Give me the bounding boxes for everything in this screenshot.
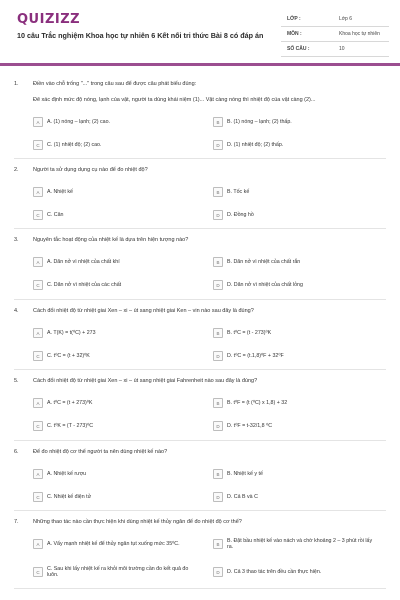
option-letter-box: B: [213, 117, 223, 127]
option-letter-box: A: [33, 257, 43, 267]
option-letter-box: A: [33, 187, 43, 197]
meta-row-count: [281, 42, 389, 57]
option-letter-box: C: [33, 210, 43, 220]
option-letter-box: D: [213, 492, 223, 502]
option-text: C. Cân: [47, 211, 64, 218]
option-letter-box: C: [33, 351, 43, 361]
option-a[interactable]: [33, 326, 193, 340]
header-divider: [0, 63, 400, 66]
option-b[interactable]: [213, 255, 373, 269]
option-letter-box: D: [213, 421, 223, 431]
meta-value: Lớp 6: [339, 16, 353, 22]
option-letter-box: B: [213, 328, 223, 338]
worksheet-meta: [281, 12, 389, 57]
option-letter-box: D: [213, 210, 223, 220]
option-c[interactable]: [33, 349, 193, 363]
question-divider: [14, 228, 386, 229]
question-number: 7.: [14, 519, 19, 525]
option-c[interactable]: [33, 208, 193, 222]
option-letter-box: D: [213, 351, 223, 361]
option-text: D. t⁰F = t-32/1,8 ⁰C: [227, 422, 273, 429]
option-text: C. Dãn nở vì nhiệt của các chất: [47, 281, 122, 288]
option-a[interactable]: [33, 467, 193, 481]
option-b[interactable]: [213, 467, 373, 481]
option-b[interactable]: [213, 396, 373, 410]
option-d[interactable]: [213, 490, 373, 504]
option-b[interactable]: [213, 115, 373, 129]
option-d[interactable]: [213, 208, 373, 222]
option-text: D. Dãn nở vì nhiệt của chất lỏng: [227, 281, 303, 288]
option-c[interactable]: [33, 490, 193, 504]
option-text: A. Nhiệt kế rượu: [47, 470, 87, 477]
option-b[interactable]: [213, 326, 373, 340]
meta-value: 10: [339, 46, 345, 52]
option-letter-box: A: [33, 539, 43, 549]
option-text: C. t⁰K = (T - 273)⁰C: [47, 422, 94, 429]
worksheet-header: [0, 0, 400, 62]
option-text: A. t⁰C = (t + 273)⁰K: [47, 399, 93, 406]
question-number: 3.: [14, 237, 19, 243]
meta-key: MÔN :: [287, 31, 302, 37]
option-text: A. T(K) = t(⁰C) + 273: [47, 329, 96, 336]
option-text: D. Cả 3 thao tác trên đều cần thực hiện.: [227, 568, 322, 575]
question-divider: [14, 588, 386, 589]
option-d[interactable]: [213, 138, 373, 152]
option-a[interactable]: [33, 115, 193, 129]
option-letter-box: B: [213, 257, 223, 267]
option-text: B. t⁰F = (t (⁰C) x 1,8) + 32: [227, 399, 288, 406]
option-c[interactable]: [33, 278, 193, 292]
option-letter-box: B: [213, 469, 223, 479]
option-text: A. Nhiệt kế: [47, 188, 73, 195]
question-text: Những thao tác nào cần thực hiện khi dùng nhiệt kế thủy ngân để đo nhiệt độ cơ thể?: [33, 519, 242, 525]
question-text: Cách đổi nhiệt độ từ nhiệt giai Xen – xi – út sang nhiệt giai Fahrenheit nào sau đây là đúng?: [33, 378, 258, 384]
quizizz-logo: QUIZIZZ: [17, 12, 81, 27]
option-a[interactable]: [33, 535, 193, 553]
question-text: Cách đổi nhiệt độ từ nhiệt giai Xen – xi – út sang nhiệt giai Ken – vin nào sau đây là đúng?: [33, 308, 254, 314]
option-a[interactable]: [33, 255, 193, 269]
question-text: Để đo nhiệt độ cơ thể người ta nên dùng nhiệt kế nào?: [33, 449, 168, 455]
question-divider: [14, 158, 386, 159]
question-text: Nguyên tắc hoạt động của nhiệt kế là dựa trên hiện tượng nào?: [33, 237, 189, 243]
option-text: B. Dãn nở vì nhiệt của chất rắn: [227, 258, 301, 265]
worksheet-title: 10 câu Trắc nghiệm Khoa học tự nhiên 6 Kết nối tri thức Bài 8 có đáp án: [17, 31, 264, 40]
option-letter-box: C: [33, 567, 43, 577]
question-number: 6.: [14, 449, 19, 455]
option-text: C. Nhiệt kế điện tử: [47, 493, 92, 500]
option-text: A. (1) nóng – lạnh; (2) cao.: [47, 118, 111, 125]
question-divider: [14, 510, 386, 511]
meta-key: LỚP :: [287, 16, 301, 22]
option-letter-box: D: [213, 280, 223, 290]
meta-value: Khoa học tự nhiên: [339, 31, 380, 37]
question-divider: [14, 369, 386, 370]
question-number: 5.: [14, 378, 19, 384]
question-number: 4.: [14, 308, 19, 314]
option-letter-box: A: [33, 117, 43, 127]
option-letter-box: D: [213, 567, 223, 577]
option-text: B. t⁰C = (t - 273)⁰K: [227, 329, 272, 336]
meta-row-subject: [281, 27, 389, 42]
question-text: Điền vào chỗ trống "..." trong câu sau để được câu phát biểu đúng:: [33, 81, 197, 87]
question-number: 2.: [14, 167, 19, 173]
option-d[interactable]: [213, 419, 373, 433]
option-text: D. (1) nhiệt độ; (2) thấp.: [227, 141, 284, 148]
option-letter-box: B: [213, 539, 223, 549]
meta-row-grade: [281, 12, 389, 27]
option-letter-box: C: [33, 140, 43, 150]
option-c[interactable]: [33, 563, 193, 581]
option-letter-box: A: [33, 398, 43, 408]
option-text: D. Đồng hồ: [227, 211, 254, 218]
option-letter-box: C: [33, 421, 43, 431]
option-letter-box: A: [33, 328, 43, 338]
option-letter-box: A: [33, 469, 43, 479]
option-text: B. (1) nóng – lạnh; (2) thấp.: [227, 118, 292, 125]
question-number: 1.: [14, 81, 19, 87]
option-b[interactable]: [213, 185, 373, 199]
option-text: B. Đặt bầu nhiệt kế vào nách và chờ khoảng 2 – 3 phút rồi lấy ra.: [227, 537, 373, 550]
option-text: A. Vẩy mạnh nhiệt kế để thủy ngân tụt xuống mức 35⁰C.: [47, 540, 180, 547]
option-d[interactable]: [213, 278, 373, 292]
option-text: B. Nhiệt kế y tế: [227, 470, 263, 477]
option-c[interactable]: [33, 138, 193, 152]
meta-key: SỐ CÂU :: [287, 46, 310, 52]
option-text: C. Sau khi lấy nhiệt kế ra khỏi môi trường cần đo kết quả đo luôn.: [47, 565, 189, 578]
option-letter-box: C: [33, 492, 43, 502]
option-text: B. Tốc kế: [227, 188, 250, 195]
question-divider: [14, 299, 386, 300]
question-divider: [14, 440, 386, 441]
option-letter-box: B: [213, 398, 223, 408]
option-c[interactable]: [33, 419, 193, 433]
option-a[interactable]: [33, 396, 193, 410]
option-text: D. Cả B và C: [227, 493, 258, 500]
option-letter-box: B: [213, 187, 223, 197]
option-d[interactable]: [213, 349, 373, 363]
question-text-line2: Để xác định mức độ nóng, lạnh của vật, người ta dùng khái niệm (1)... Vật càng nóng thì nhiệt độ của vật càng (2)...: [33, 97, 316, 103]
option-letter-box: C: [33, 280, 43, 290]
option-letter-box: D: [213, 140, 223, 150]
option-b[interactable]: [213, 535, 373, 553]
option-text: C. t⁰C = (t + 32)⁰K: [47, 352, 90, 359]
option-text: A. Dãn nở vì nhiệt của chất khí: [47, 258, 120, 265]
option-a[interactable]: [33, 185, 193, 199]
question-text: Người ta sử dụng dụng cụ nào để đo nhiệt độ?: [33, 167, 148, 173]
option-text: C. (1) nhiệt độ; (2) cao.: [47, 141, 102, 148]
option-d[interactable]: [213, 563, 373, 581]
option-text: D. t⁰C = (t.1,8)⁰F + 32⁰F: [227, 352, 284, 359]
